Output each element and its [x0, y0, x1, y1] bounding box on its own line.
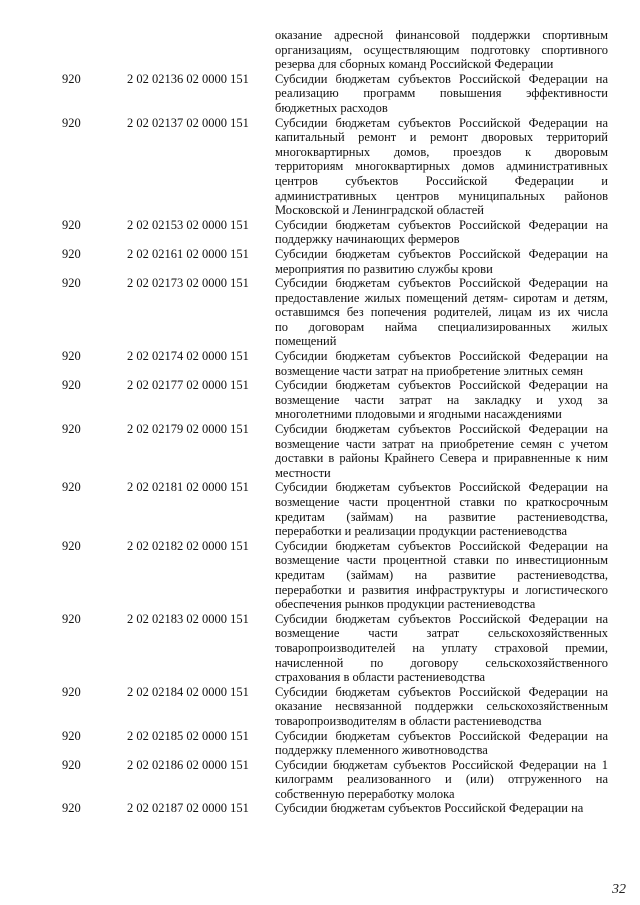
admin-code-cell: 920: [62, 422, 81, 437]
budget-classification-code-cell: 2 02 02173 02 0000 151: [127, 276, 249, 291]
description-line: многолетними плодовыми и ягодными насаждениями: [275, 407, 562, 422]
revenue-description-cell: [275, 247, 608, 276]
description-line: оказание несвязанной поддержки сельскохозяйственным: [275, 699, 608, 714]
description-line: центров субъектов Российской Федерации и: [275, 173, 608, 188]
revenue-description-cell: [275, 116, 608, 218]
budget-classification-code-cell: 2 02 02177 02 0000 151: [127, 378, 249, 393]
description-line: Субсидии бюджетам субъектов Российской Федерации на: [275, 801, 584, 816]
description-line: кредитам (займам) на развитие растениеводства,: [275, 567, 608, 582]
admin-code-cell: 920: [62, 480, 81, 495]
description-line: организациям, осуществляющим подготовку спортивного: [275, 42, 608, 57]
page-number: 32: [612, 882, 626, 897]
description-line: переработки и реализации продукции растениеводства: [275, 524, 568, 539]
description-line: капитальный ремонт и ремонт дворовых территорий: [275, 130, 608, 145]
description-line: обеспечения рынков продукции растениеводства: [275, 597, 536, 612]
table-row: [62, 378, 608, 422]
revenue-description-cell: [275, 28, 608, 72]
table-row: [62, 349, 608, 378]
revenue-description-cell: [275, 72, 608, 116]
table-row: [62, 422, 608, 480]
budget-classification-code-cell: 2 02 02161 02 0000 151: [127, 246, 249, 261]
admin-code-cell: 920: [62, 801, 81, 816]
description-line: начисленной по договору сельскохозяйственного: [275, 655, 608, 670]
budget-classification-code-cell: 2 02 02137 02 0000 151: [127, 115, 249, 130]
table-row: [62, 612, 608, 685]
description-line: оказание адресной финансовой поддержки спортивным: [275, 28, 608, 42]
revenue-description-cell: [275, 539, 608, 612]
admin-code-cell: 920: [62, 757, 81, 772]
budget-classification-code-cell: 2 02 02187 02 0000 151: [127, 801, 249, 816]
description-line: Субсидии бюджетам субъектов Российской Федерации на 1: [275, 757, 608, 772]
description-line: реализацию программ повышения эффективности: [275, 86, 608, 101]
description-line: поддержку племенного животноводства: [275, 743, 488, 758]
description-line: территориям многоквартирных домов административных: [275, 159, 608, 174]
budget-classification-code-cell: 2 02 02182 02 0000 151: [127, 538, 249, 553]
budget-classification-code-cell: 2 02 02186 02 0000 151: [127, 757, 249, 772]
description-line: местности: [275, 465, 331, 480]
description-line: поддержку начинающих фермеров: [275, 232, 460, 247]
revenue-description-cell: [275, 480, 608, 538]
description-line: Субсидии бюджетам субъектов Российской Федерации на: [275, 684, 608, 699]
admin-code-cell: 920: [62, 246, 81, 261]
description-line: возмещение части затрат на приобретение элитных семян: [275, 363, 584, 378]
description-line: товаропроизводителей на уплату страховой премии,: [275, 640, 608, 655]
description-line: мероприятия по развитию службы крови: [275, 261, 493, 276]
budget-classification-code-cell: 2 02 02136 02 0000 151: [127, 71, 249, 86]
budget-classification-code-cell: 2 02 02184 02 0000 151: [127, 684, 249, 699]
description-line: Субсидии бюджетам субъектов Российской Федерации на: [275, 422, 608, 437]
description-line: собственную переработку молока: [275, 786, 455, 801]
description-line: Субсидии бюджетам субъектов Российской Федерации на: [275, 728, 608, 743]
admin-code-cell: 920: [62, 538, 81, 553]
description-line: по договорам найма специализированных жилых: [275, 319, 608, 334]
description-line: Субсидии бюджетам субъектов Российской Федерации на: [275, 349, 608, 364]
table-row: [62, 685, 608, 729]
budget-classification-code-cell: 2 02 02185 02 0000 151: [127, 728, 249, 743]
table-row: [62, 116, 608, 218]
budget-classification-code-cell: 2 02 02181 02 0000 151: [127, 480, 249, 495]
table-row: [62, 28, 608, 72]
admin-code-cell: 920: [62, 71, 81, 86]
admin-code-cell: 920: [62, 217, 81, 232]
description-line: оставшимся без попечения родителей, лицам из их числа: [275, 305, 608, 320]
admin-code-cell: 920: [62, 611, 81, 626]
description-line: Субсидии бюджетам субъектов Российской Федерации на: [275, 611, 608, 626]
description-line: кредитам (займам) на развитие растениеводства,: [275, 509, 608, 524]
description-line: административных центров муниципальных районов: [275, 188, 608, 203]
table-row: [62, 539, 608, 612]
admin-code-cell: 920: [62, 684, 81, 699]
revenue-description-cell: [275, 612, 608, 685]
description-line: возмещение части процентной ставки по краткосрочным: [275, 495, 608, 509]
revenue-description-cell: [275, 218, 608, 247]
description-line: доставки в районы Крайнего Севера и приравненные к ним: [275, 451, 608, 466]
admin-code-cell: 920: [62, 728, 81, 743]
admin-code-cell: 920: [62, 276, 81, 291]
revenue-description-cell: [275, 729, 608, 758]
revenue-description-cell: [275, 685, 608, 729]
budget-classification-code-cell: 2 02 02174 02 0000 151: [127, 349, 249, 364]
description-line: предоставление жилых помещений детям- сиротам и детям,: [275, 290, 608, 305]
description-line: резерва для сборных команд Российской Федерации: [275, 57, 554, 72]
description-line: Субсидии бюджетам субъектов Российской Федерации на: [275, 246, 608, 261]
description-line: Субсидии бюджетам субъектов Российской Федерации на: [275, 538, 608, 553]
table-row: [62, 758, 608, 802]
description-line: возмещение части затрат на приобретение семян с учетом: [275, 436, 608, 451]
revenue-description-cell: [275, 276, 608, 349]
description-line: Субсидии бюджетам субъектов Российской Федерации на: [275, 276, 608, 291]
description-line: килограмм реализованного и (или) отгруженного на: [275, 772, 608, 787]
revenue-description-cell: [275, 758, 608, 802]
revenue-description-cell: [275, 801, 608, 816]
description-line: возмещение части затрат сельскохозяйственных: [275, 626, 608, 641]
table-row: [62, 218, 608, 247]
admin-code-cell: 920: [62, 115, 81, 130]
table-row: [62, 801, 608, 816]
revenue-description-cell: [275, 378, 608, 422]
description-line: бюджетных расходов: [275, 100, 388, 115]
revenue-description-cell: [275, 349, 608, 378]
table-row: [62, 480, 608, 538]
admin-code-cell: 920: [62, 349, 81, 364]
description-line: Субсидии бюджетам субъектов Российской Федерации на: [275, 115, 608, 130]
budget-classification-code-cell: 2 02 02153 02 0000 151: [127, 217, 249, 232]
description-line: многоквартирных домов, проездов к дворовым: [275, 144, 608, 159]
admin-code-cell: 920: [62, 378, 81, 393]
budget-classification-code-cell: 2 02 02183 02 0000 151: [127, 611, 249, 626]
description-line: Субсидии бюджетам субъектов Российской Федерации на: [275, 378, 608, 393]
revenue-description-cell: [275, 422, 608, 480]
description-line: Московской и Ленинградской областей: [275, 203, 484, 218]
description-line: помещений: [275, 334, 337, 349]
table-row: [62, 247, 608, 276]
description-line: страхования в области растениеводства: [275, 670, 486, 685]
description-line: переработки и развития инфраструктуры и логистического: [275, 582, 608, 597]
table-row: [62, 729, 608, 758]
table-row: [62, 276, 608, 349]
table-row: [62, 72, 608, 116]
description-line: возмещение части процентной ставки по инвестиционным: [275, 553, 608, 568]
budget-codes-table: [62, 28, 608, 816]
description-line: Субсидии бюджетам субъектов Российской Федерации на: [275, 217, 608, 232]
description-line: Субсидии бюджетам субъектов Российской Федерации на: [275, 480, 608, 495]
description-line: Субсидии бюджетам субъектов Российской Федерации на: [275, 71, 608, 86]
budget-classification-code-cell: 2 02 02179 02 0000 151: [127, 422, 249, 437]
description-line: возмещение части затрат на закладку и уход за: [275, 392, 608, 407]
description-line: товаропроизводителям в области растениеводства: [275, 713, 542, 728]
